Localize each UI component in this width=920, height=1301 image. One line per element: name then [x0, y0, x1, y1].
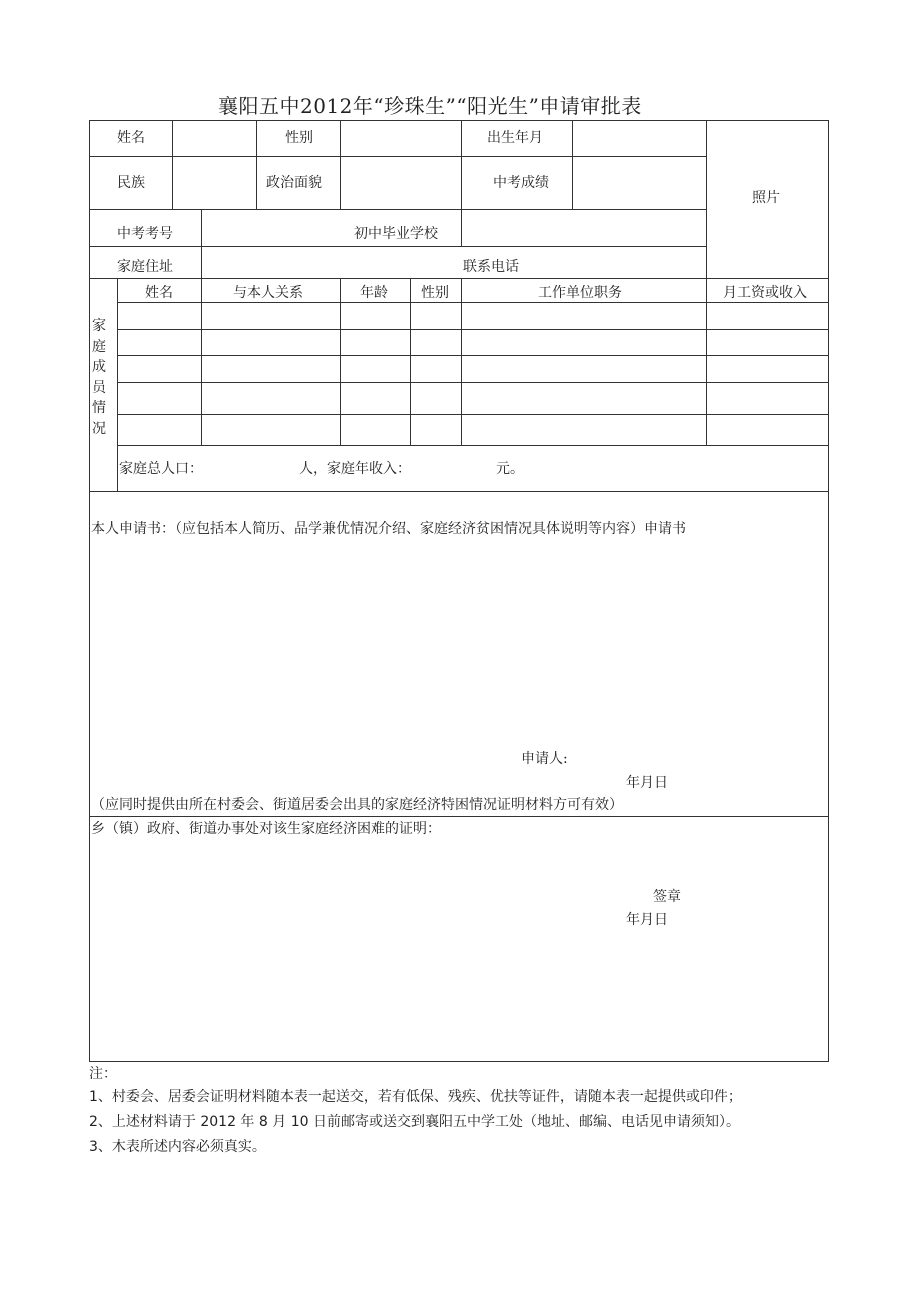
annual-income-label: 人，家庭年收入：	[299, 461, 411, 477]
note-item-1: 1、村委会、居委会证明材料随本表一起送交，若有低保、残疾、优扶等证件，请随本表一起提供或印件；	[89, 1089, 742, 1105]
exam-number-label: 中考考号	[117, 226, 173, 242]
seal-label: 签章	[653, 889, 681, 905]
applicant-label: 申请人:	[521, 751, 568, 767]
family-col-age: 年龄	[360, 285, 388, 301]
application-note: （应同时提供由所在村委会、街道居委会出具的家庭经济特困情况证明材料方可有效）	[91, 797, 623, 813]
family-col-employer: 工作单位职务	[538, 285, 622, 301]
phone-label: 联系电话	[463, 259, 519, 275]
certification-date-label: 年月日	[626, 912, 668, 928]
gender-label: 性别	[285, 130, 313, 146]
name-label: 姓名	[117, 130, 145, 146]
family-col-gender: 性别	[421, 285, 449, 301]
note-item-3: 3、木表所述内容必须真实。	[89, 1139, 266, 1155]
application-date-label: 年月日	[626, 775, 668, 791]
middle-school-label: 初中毕业学校	[354, 226, 438, 242]
form-title: 襄阳五中2012年“珍珠生”“阳光生”申请审批表	[218, 94, 642, 118]
birth-label: 出生年月	[487, 130, 543, 146]
note-item-2: 2、上述材料请于 2012 年 8 月 10 日前邮寄或送交到襄阳五中学工处（地址、邮编、电话见申请须知）。	[89, 1114, 740, 1130]
notes-heading: 注：	[89, 1066, 117, 1082]
ethnicity-label: 民族	[117, 175, 145, 191]
family-col-relation: 与本人关系	[233, 285, 303, 301]
certification-label: 乡（镇）政府、街道办事处对该生家庭经济困难的证明：	[91, 821, 441, 837]
family-col-income: 月工资或收入	[723, 285, 807, 301]
total-people-label: 家庭总人口：	[119, 461, 203, 477]
political-status-label: 政治面貌	[266, 175, 322, 191]
application-label: 本人申请书：（应包括本人简历、品学兼优情况介绍、家庭经济贫困情况具体说明等内容）申请书	[91, 521, 686, 537]
exam-score-label: 中考成绩	[493, 175, 549, 191]
photo-label: 照片	[752, 190, 780, 206]
family-section-label: 家庭成员情况	[92, 318, 106, 437]
family-col-name: 姓名	[145, 285, 173, 301]
address-label: 家庭住址	[117, 259, 173, 275]
income-unit-label: 元。	[496, 461, 524, 477]
